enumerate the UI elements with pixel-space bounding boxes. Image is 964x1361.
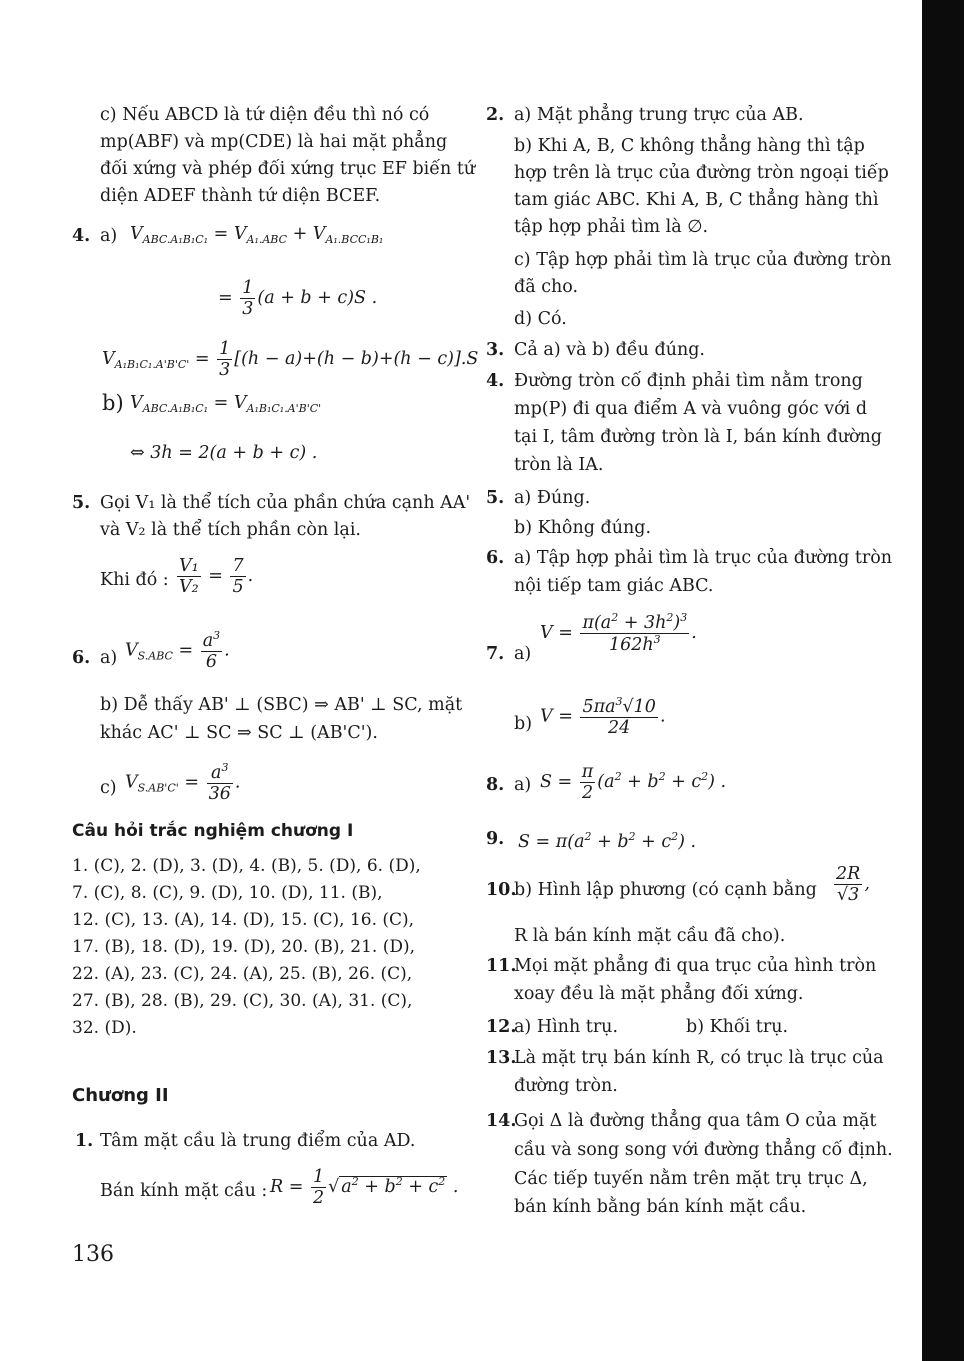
r-q7a-formula: V = $\frac{\pi(a^2 + 3h^2)^3}{162h^3}$ . <box>540 611 697 656</box>
r-q2-line-3: hợp trên là trục của đường tròn ngoại tiếp <box>514 163 889 183</box>
r-q12a: a) Hình trụ. <box>514 1017 619 1037</box>
q4b-formula: $V_{ABC.A_1B_1C_1} = V_{A_1B_1C_1.A'B'C'}$ <box>130 393 322 415</box>
q3c-line-4: diện ADEF thành tứ diện BCEF. <box>100 186 381 206</box>
mc-line-5: 22. (A), 23. (C), 24. (A), 25. (B), 26. (C), <box>72 964 413 984</box>
mc-heading: Câu hỏi trắc nghiệm chương I <box>72 821 354 841</box>
r-q7b-formula: V = $\frac{5\pi a^3√10}{24}$ . <box>540 695 666 739</box>
r-q10-fraction: $\frac{2R}{√3}$ , <box>836 864 870 906</box>
r-q4-line-3: tại I, tâm đường tròn là I, bán kính đường <box>514 427 882 447</box>
r-q7b-label: b) <box>514 714 533 734</box>
mc-line-4: 17. (B), 18. (D), 19. (D), 20. (B), 21. (D), <box>72 937 416 957</box>
mc-line-3: 12. (C), 13. (A), 14. (D), 15. (C), 16. (C), <box>72 910 415 930</box>
mc-line-1: 1. (C), 2. (D), 3. (D), 4. (B), 5. (D), 6. (D), <box>72 856 421 876</box>
r-q11-line-1: Mọi mặt phẳng đi qua trục của hình tròn <box>514 956 877 976</box>
r-q12-number: 12. <box>486 1017 517 1037</box>
chapter-2-heading: Chương II <box>72 1085 169 1106</box>
r-q2-line-6: c) Tập hợp phải tìm là trục của đường tròn <box>514 250 892 270</box>
r-q4-line-1: Đường tròn cố định phải tìm nằm trong <box>514 371 863 391</box>
q3c-line-2: mp(ABF) và mp(CDE) là hai mặt phẳng <box>100 132 448 152</box>
c2q1-line: Tâm mặt cầu là trung điểm của AD. <box>100 1131 416 1151</box>
r-q10-number: 10. <box>486 880 517 900</box>
c2q1-radius-label: Bán kính mặt cầu : <box>100 1181 268 1201</box>
q5-line-2: và V₂ là thể tích phần còn lại. <box>100 520 361 540</box>
r-q2-line-2: b) Khi A, B, C không thẳng hàng thì tập <box>514 136 865 156</box>
r-q7a-label: a) <box>514 644 532 664</box>
q6b-line-1: b) Dễ thấy AB' ⊥ (SBC) ⇒ AB' ⊥ SC, mặt <box>100 695 463 715</box>
c2q1-number: 1. <box>75 1131 94 1151</box>
r-q6-line-1: a) Tập hợp phải tìm là trục của đường tròn <box>514 548 893 568</box>
r-q2-number: 2. <box>486 105 505 125</box>
r-q3-line: Cả a) và b) đều đúng. <box>514 340 705 360</box>
r-q2-line-7: đã cho. <box>514 277 579 297</box>
r-q5-line-2: b) Không đúng. <box>514 518 652 538</box>
r-q6-number: 6. <box>486 548 505 568</box>
r-q4-line-4: tròn là IA. <box>514 455 604 475</box>
mc-line-6: 27. (B), 28. (B), 29. (C), 30. (A), 31. (C), <box>72 991 413 1011</box>
r-q8-formula: S = $\frac{\pi}{2}$ $(a^2 + b^2 + c^2)$ . <box>540 762 727 804</box>
q4a-formula-2: = $\frac{1}{3}$ (a + b + c)S . <box>218 278 378 320</box>
q5-ratio: $\frac{\text{V₁}}{\text{V₂}}$ = $\frac{7}{5}$ . <box>179 556 254 598</box>
r-q14-line-2: cầu và song song với đường thẳng cố định. <box>514 1140 893 1160</box>
r-q5-line-1: a) Đúng. <box>514 488 591 508</box>
r-q2-line-5: tập hợp phải tìm là ∅. <box>514 217 709 237</box>
r-q4-line-2: mp(P) đi qua điểm A và vuông góc với d <box>514 399 868 419</box>
r-q2-line-4: tam giác ABC. Khi A, B, C thẳng hàng thì <box>514 190 879 210</box>
mc-line-7: 32. (D). <box>72 1018 137 1038</box>
r-q9-number: 9. <box>486 829 505 849</box>
r-q11-line-2: xoay đều là mặt phẳng đối xứng. <box>514 984 804 1004</box>
r-q11-number: 11. <box>486 956 517 976</box>
page-number: 136 <box>72 1242 114 1267</box>
r-q3-number: 3. <box>486 340 505 360</box>
scan-edge-strip <box>922 0 964 1361</box>
r-q2-line-1: a) Mặt phẳng trung trực của AB. <box>514 105 804 125</box>
q6b-line-2: khác AC' ⊥ SC ⇒ SC ⊥ (AB'C'). <box>100 723 378 743</box>
r-q8-number: 8. <box>486 775 505 795</box>
q4c-formula: ⇔ 3h = 2(a + b + c) . <box>130 443 318 463</box>
r-q10-line-2: R là bán kính mặt cầu đã cho). <box>514 926 786 946</box>
r-q9-formula: $S = \pi(a^2 + b^2 + c^2)$ . <box>518 830 697 852</box>
q4a-label: a) <box>100 226 118 246</box>
r-q13-line-2: đường tròn. <box>514 1076 618 1096</box>
r-q5-number: 5. <box>486 488 505 508</box>
q3c-line-3: đối xứng và phép đối xứng trục EF biến tứ <box>100 159 476 179</box>
r-q13-number: 13. <box>486 1048 517 1068</box>
q6-number: 6. <box>72 648 91 668</box>
r-q14-line-4: bán kính bằng bán kính mặt cầu. <box>514 1197 807 1217</box>
q3c-line-1: c) Nếu ABCD là tứ diện đều thì nó có <box>100 105 430 125</box>
r-q14-number: 14. <box>486 1111 517 1131</box>
q6c-formula: $V_{S.AB'C'}$ = $\frac{a^3}{36}$ . <box>125 761 241 805</box>
r-q14-line-1: Gọi Δ là đường thẳng qua tâm O của mặt <box>514 1111 877 1131</box>
r-q7-number: 7. <box>486 644 505 664</box>
r-q6-line-2: nội tiếp tam giác ABC. <box>514 576 714 596</box>
r-q14-line-3: Các tiếp tuyến nằm trên mặt trụ trục Δ, <box>514 1169 868 1189</box>
q4b-label: b) <box>102 391 124 415</box>
q5-number: 5. <box>72 493 91 513</box>
r-q4-number: 4. <box>486 371 505 391</box>
q6c-label: c) <box>100 778 117 798</box>
r-q12b: b) Khối trụ. <box>686 1017 789 1037</box>
r-q2-line-8: d) Có. <box>514 309 567 329</box>
q5-line-1: Gọi V₁ là thể tích của phần chứa cạnh AA' <box>100 493 471 513</box>
r-q10-line: b) Hình lập phương (có cạnh bằng <box>514 880 817 900</box>
q4a-formula-3: $V_{A_1B_1C_1.A'B'C'}$ = $\frac{1}{3}$ [(h − a)+(h − b)+(h − c)].S <box>102 339 479 381</box>
q6a-label: a) <box>100 648 118 668</box>
q6a-formula: $V_{S.ABC}$ = $\frac{a^3}{6}$ . <box>125 629 230 673</box>
c2q1-radius-formula: R = $\frac{1}{2}$ √ $a^2 + b^2 + c^2$ . <box>270 1167 459 1209</box>
mc-line-2: 7. (C), 8. (C), 9. (D), 10. (D), 11. (B), <box>72 883 383 903</box>
q4-number: 4. <box>72 226 91 246</box>
r-q8a-label: a) <box>514 775 532 795</box>
q5-khi-do: Khi đó : <box>100 570 169 590</box>
r-q13-line-1: Là mặt trụ bán kính R, có trục là trục của <box>514 1048 884 1068</box>
q4a-formula: $V_{ABC.A_1B_1C_1} = V_{A_1.ABC} + V_{A_1.BCC_1B_1}$ <box>130 224 384 246</box>
